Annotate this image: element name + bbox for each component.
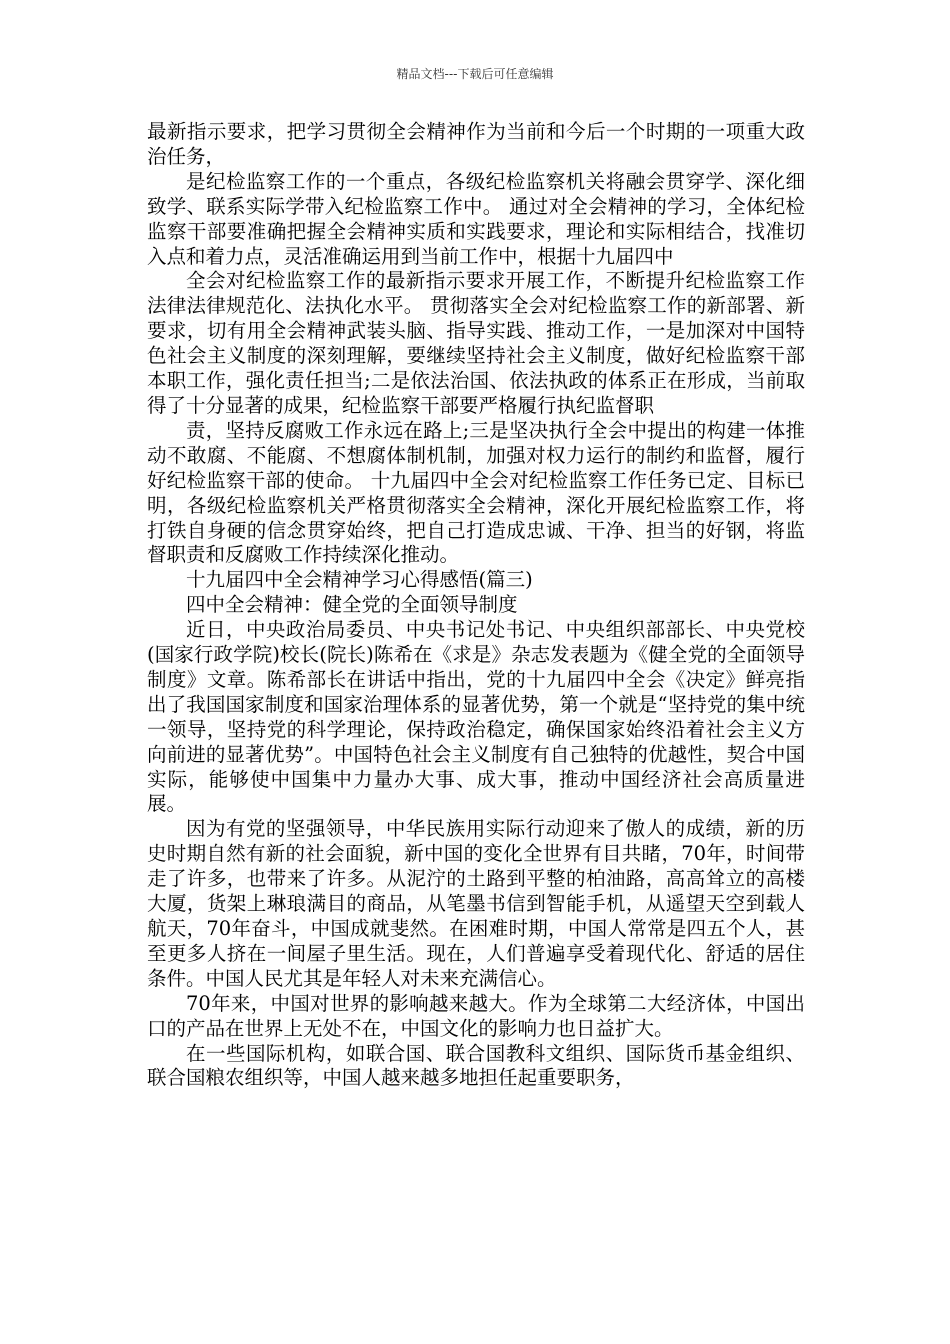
page-header: 精品文档---下载后可任意编辑 [396,67,554,81]
document-body [147,120,805,1091]
paragraph: 70年来，中国对世界的影响越来越大。作为全球第二大经济体，中国出口的产品在世界上无处不在，中国文化的影响力也日益扩大。 [147,991,805,1040]
section-heading: 十九届四中全会精神学习心得感悟(篇三) [186,568,533,592]
paragraph: 责，坚持反腐败工作永远在路上;三是坚决执行全会中提出的构建一体推动不敢腐、不能腐、不想腐体制机制，加强对权力运行的制约和监督，履行好纪检监察干部的使命。 十九届四中全会对纪检监察工作任务已定、目标已明，各级纪检监察机关严格贯彻落实全会精神，深化开展纪检监察工作，将打铁自身硬的信念贯穿始终，把自己打造成忠诚、干净、担当的好钢，将监督职责和反腐败工作持续深化推动。 [147,418,805,567]
paragraph: 在一些国际机构，如联合国、联合国教科文组织、国际货币基金组织、联合国粮农组织等，中国人越来越多地担任起重要职务， [147,1041,805,1090]
paragraph: 最新指示要求，把学习贯彻全会精神作为当前和今后一个时期的一项重大政治任务， [147,120,805,168]
paragraph: 近日，中央政治局委员、中央书记处书记、中央组织部部长、中央党校(国家行政学院)校长(院长)陈希在《求是》杂志发表题为《健全党的全面领导制度》文章。陈希部长在讲话中指出，党的十九届四中全会《决定》鲜亮指出了我国国家制度和国家治理体系的显著优势，第一个就是“坚持党的集中统一领导，坚持党的科学理论，保持政治稳定，确保国家始终沿着社会主义方向前进的显著优势”。中国特色社会主义制度有自己独特的优越性，契合中国实际，能够使中国集中力量办大事、成大事，推动中国经济社会高质量进展。 [147,618,805,816]
paragraph: 是纪检监察工作的一个重点，各级纪检监察机关将融会贯穿学、深化细致学、联系实际学带入纪检监察工作中。 通过对全会精神的学习，全体纪检监察干部要准确把握全会精神实质和实践要求，理论和实际相结合，找准切入点和着力点，灵活准确运用到当前工作中，根据十九届四中 [147,169,805,268]
section-subheading: 四中全会精神：健全党的全面领导制度 [186,593,518,617]
paragraph: 全会对纪检监察工作的最新指示要求开展工作，不断提升纪检监察工作法律法律规范化、法执化水平。 贯彻落实全会对纪检监察工作的新部署、新要求，切有用全会精神武装头脑、指导实践、推动工作，一是加深对中国特色社会主义制度的深刻理解，要继续坚持社会主义制度，做好纪检监察干部本职工作，强化责任担当;二是依法治国、依法执政的体系正在形成，当前取得了十分显著的成果，纪检监察干部要严格履行执纪监督职 [147,269,805,417]
paragraph: 因为有党的坚强领导，中华民族用实际行动迎来了傲人的成绩，新的历史时期自然有新的社会面貌，新中国的变化全世界有目共睹，70年，时间带走了许多，也带来了许多。从泥泞的土路到平整的柏油路，高高耸立的高楼大厦，货架上琳琅满目的商品，从笔墨书信到智能手机，从遥望天空到载人航天，70年奋斗，中国成就斐然。在困难时期，中国人常常是四五个人，甚至更多人挤在一间屋子里生活。现在，人们普遍享受着现代化、舒适的居住条件。中国人民尤其是年轻人对未来充满信心。 [147,817,805,990]
